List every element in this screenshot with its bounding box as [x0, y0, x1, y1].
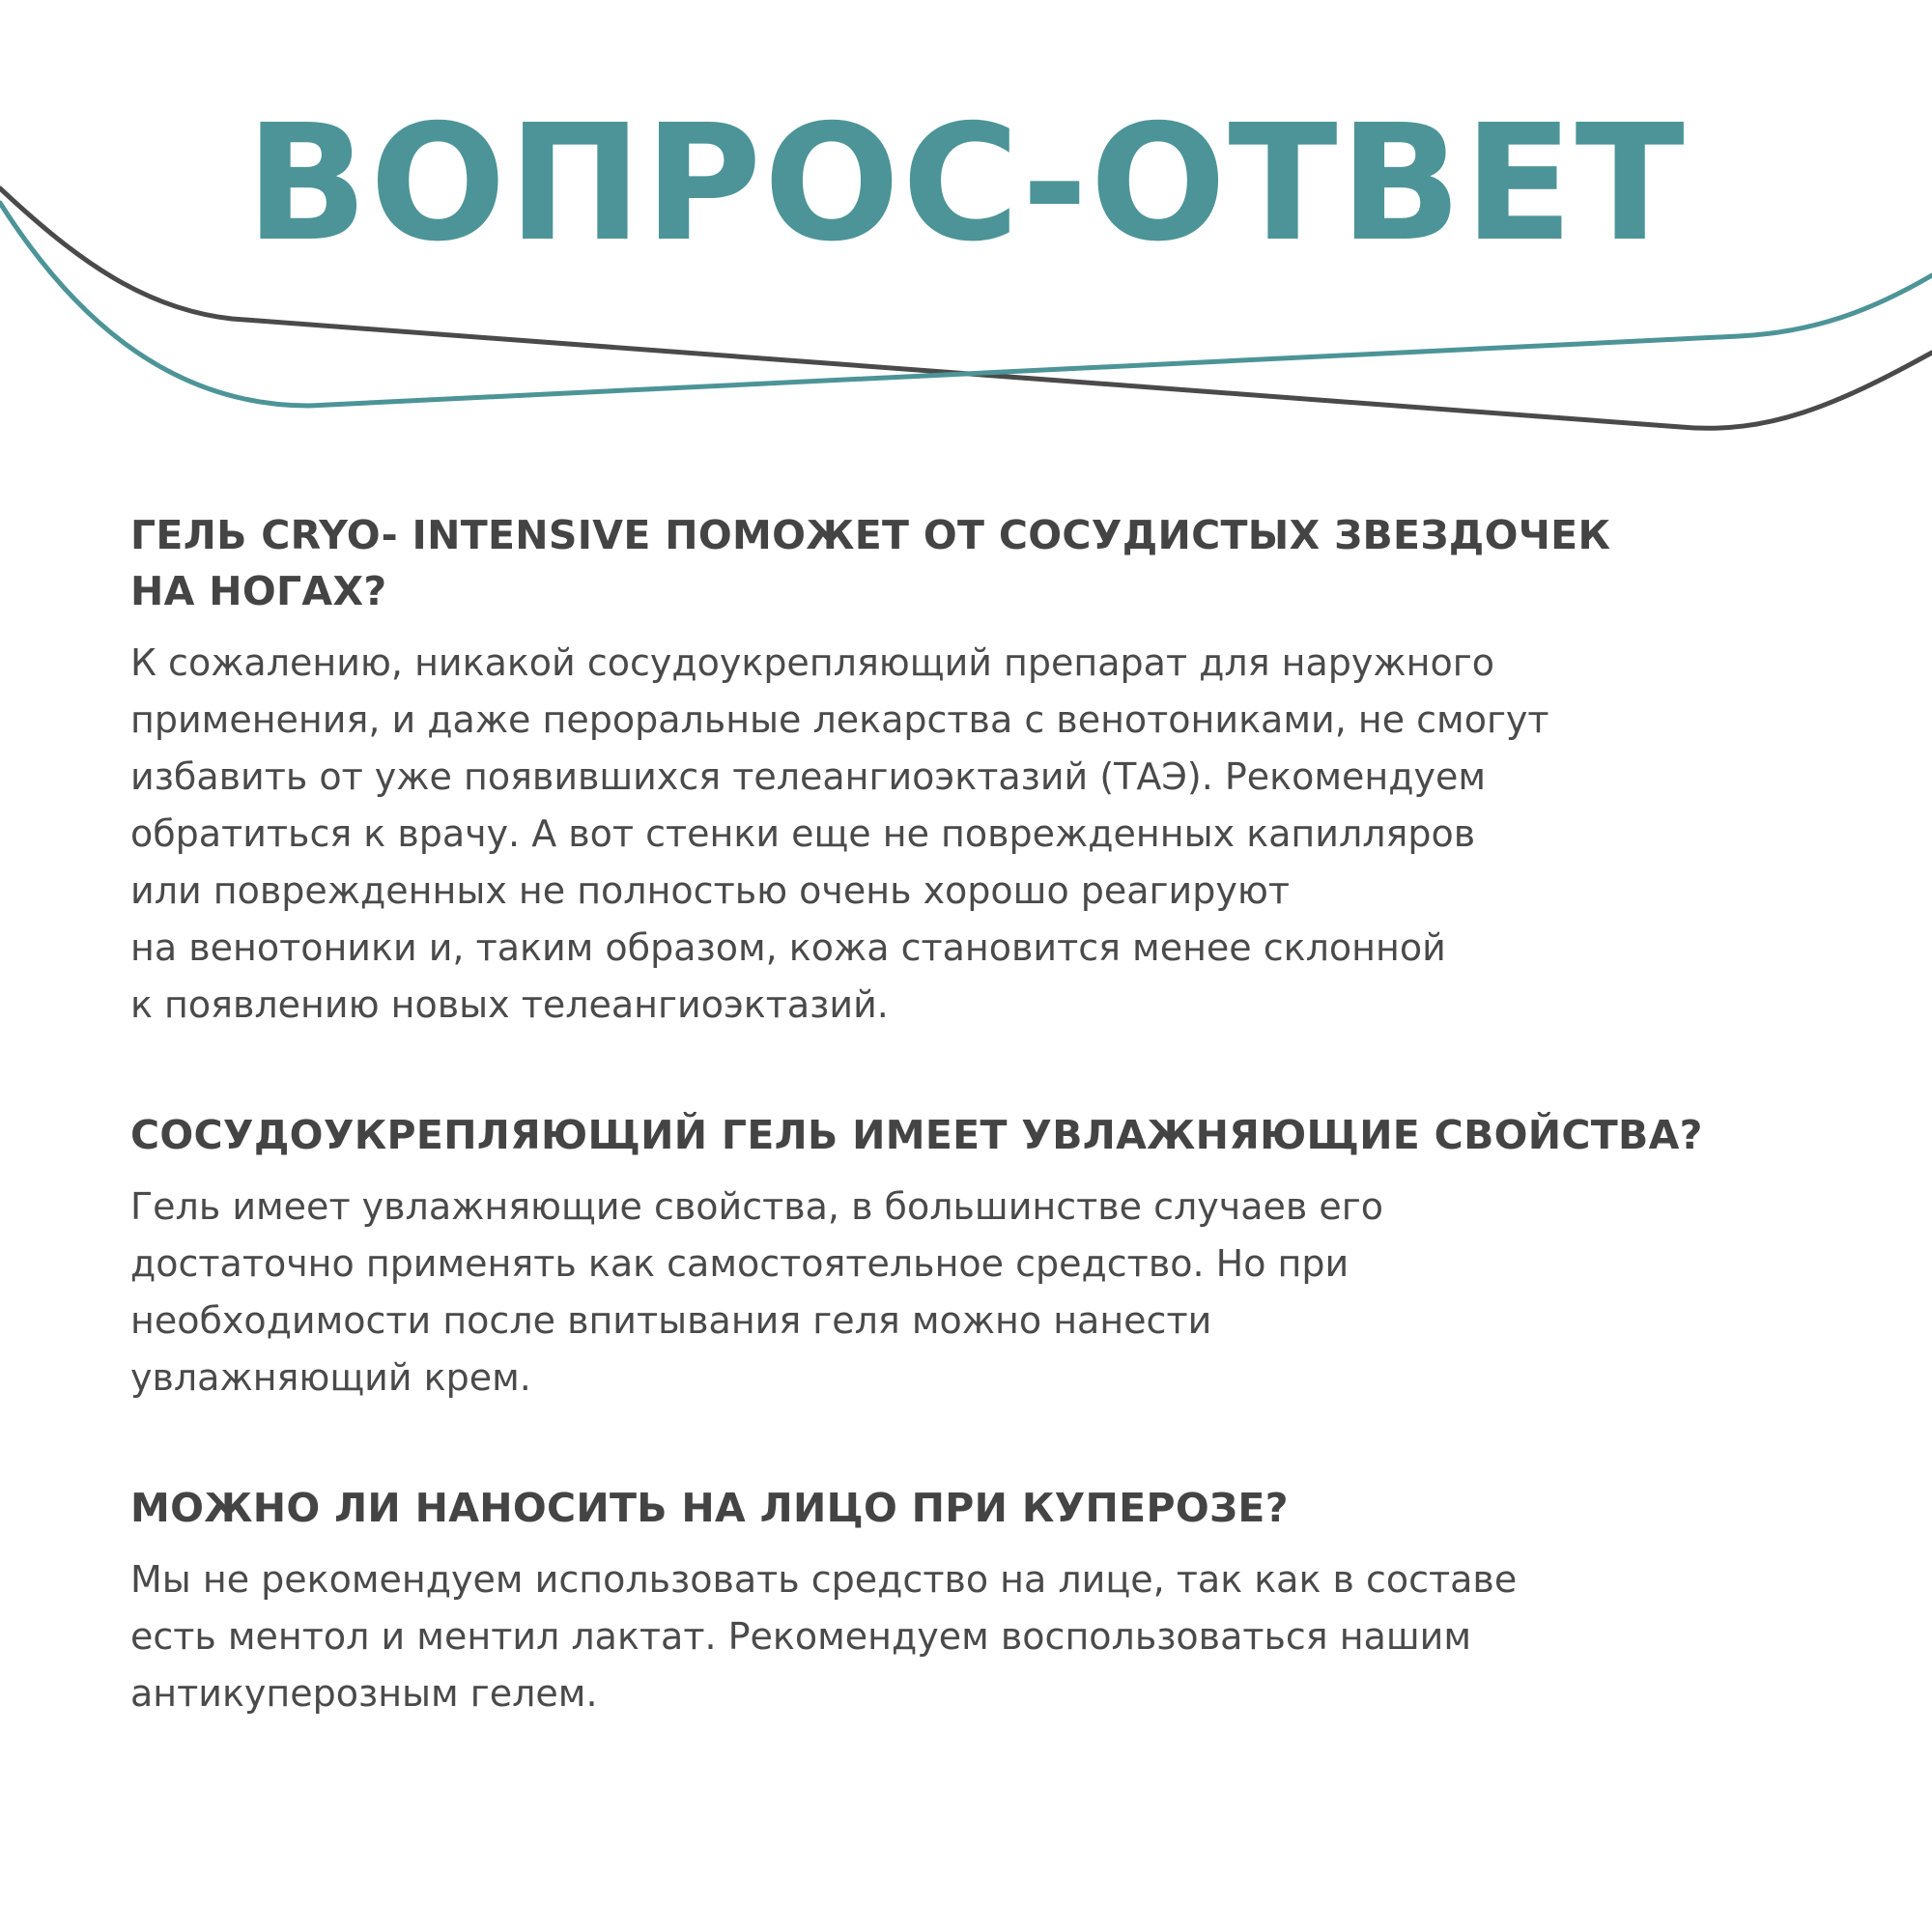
answer-line: антикуперозным гелем.	[130, 1672, 598, 1715]
answer-line: есть ментол и ментил лактат. Рекомендуем воспользоваться нашим	[130, 1615, 1471, 1658]
faq-question	[130, 1480, 1831, 1536]
answer-line: обратиться к врачу. А вот стенки еще не поврежденных капилляров	[130, 812, 1476, 855]
answer-line: достаточно применять как самостоятельное средство. Но при	[130, 1242, 1350, 1285]
answer-line: к появлению новых телеангиоэктазий.	[130, 983, 889, 1026]
answer-line: необходимости после впитывания геля можно нанести	[130, 1299, 1212, 1342]
faq-answer	[130, 1179, 1831, 1406]
question-line: СОСУДОУКРЕПЛЯЮЩИЙ ГЕЛЬ ИМЕЕТ УВЛАЖНЯЮЩИЕ СВОЙСТВА?	[130, 1112, 1703, 1158]
faq-item	[130, 1107, 1831, 1406]
faq-item	[130, 507, 1831, 1034]
answer-line: на венотоники и, таким образом, кожа становится менее склонной	[130, 926, 1446, 969]
faq-question	[130, 1107, 1831, 1163]
answer-line: избавить от уже появившихся телеангиоэктазий (ТАЭ). Рекомендуем	[130, 755, 1487, 798]
answer-line: Гель имеет увлажняющие свойства, в большинстве случаев его	[130, 1185, 1383, 1228]
faq-question	[130, 507, 1831, 619]
answer-line: увлажняющий крем.	[130, 1356, 531, 1399]
faq-list	[130, 507, 1831, 1796]
answer-line: К сожалению, никакой сосудоукрепляющий препарат для наружного	[130, 641, 1494, 684]
answer-line: Мы не рекомендуем использовать средство на лице, так как в составе	[130, 1558, 1518, 1601]
faq-item	[130, 1480, 1831, 1722]
faq-answer	[130, 1551, 1831, 1722]
question-line: НА НОГАХ?	[130, 568, 387, 614]
answer-line: применения, и даже пероральные лекарства с венотониками, не смогут	[130, 698, 1549, 741]
question-line: ГЕЛЬ CRYO- INTENSIVE ПОМОЖЕТ ОТ СОСУДИСТЫХ ЗВЕЗДОЧЕК	[130, 512, 1611, 558]
answer-line: или поврежденных не полностью очень хорошо реагируют	[130, 869, 1290, 912]
faq-answer	[130, 635, 1831, 1034]
page-title: ВОПРОС-ОТВЕТ	[245, 91, 1687, 277]
question-line: МОЖНО ЛИ НАНОСИТЬ НА ЛИЦО ПРИ КУПЕРОЗЕ?	[130, 1485, 1289, 1531]
